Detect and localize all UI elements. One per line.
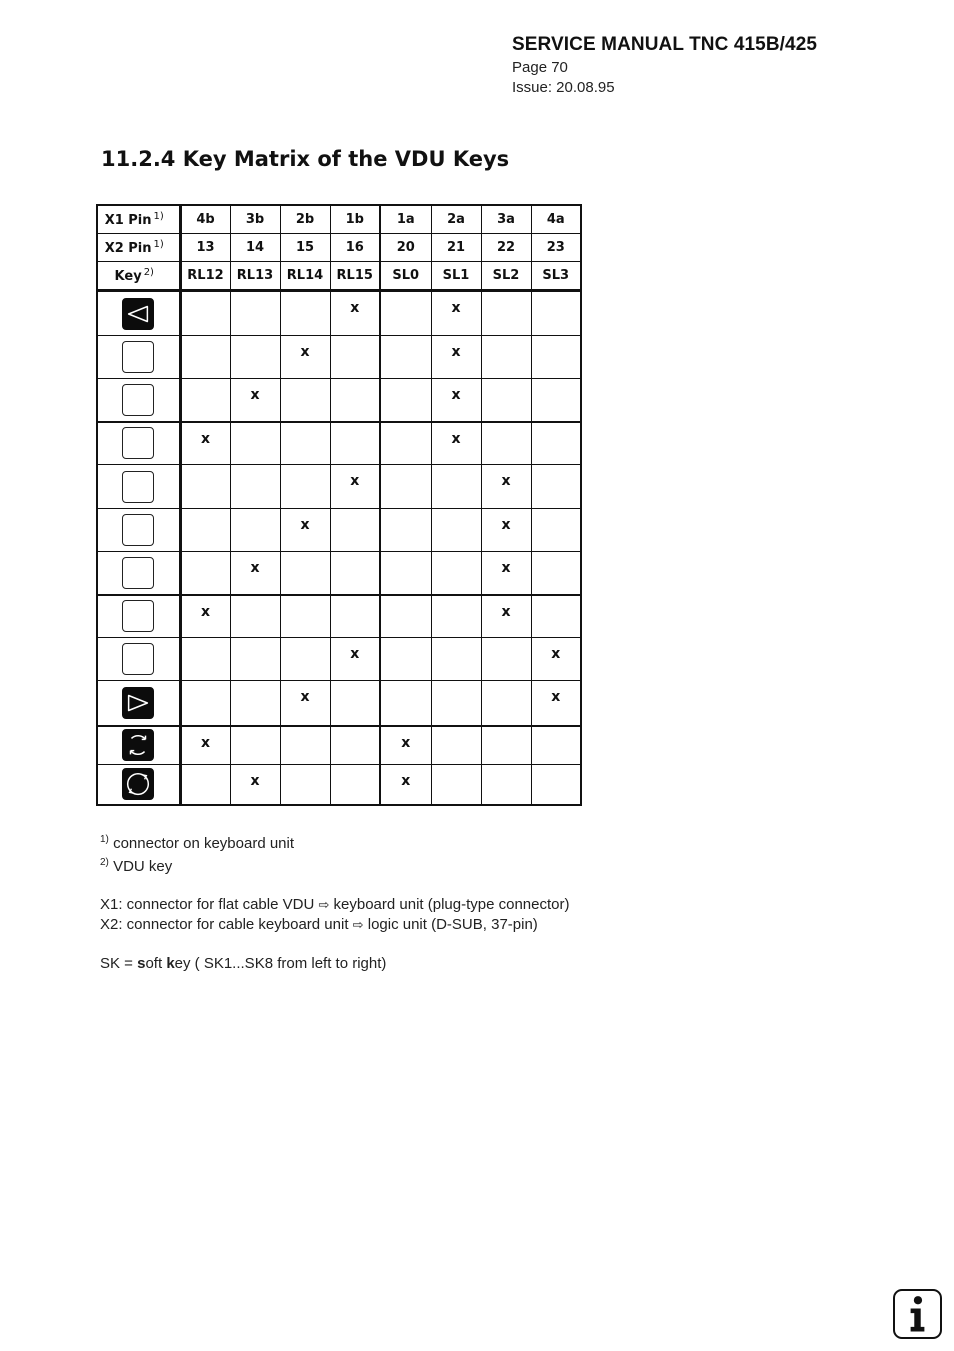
row-label xyxy=(97,262,180,291)
key-row xyxy=(97,262,581,291)
matrix-empty-cell xyxy=(481,638,531,681)
matrix-empty-cell xyxy=(431,509,481,552)
key-cell xyxy=(97,379,180,422)
matrix-row xyxy=(97,765,581,805)
matrix-empty-cell xyxy=(531,465,581,509)
matrix-mark-cell: x xyxy=(481,595,531,638)
matrix-empty-cell xyxy=(280,765,330,805)
matrix-empty-cell xyxy=(230,681,280,726)
matrix-empty-cell xyxy=(180,638,230,681)
matrix-empty-cell xyxy=(330,726,380,765)
matrix-empty-cell xyxy=(230,595,280,638)
matrix-empty-cell xyxy=(481,291,531,336)
matrix-row xyxy=(97,509,581,552)
header-cell: 1b xyxy=(330,205,380,234)
footnote-1 xyxy=(100,830,569,853)
key-cell xyxy=(97,422,180,465)
row-label-text: X1 Pin xyxy=(104,213,152,228)
header-cell: 4a xyxy=(531,205,581,234)
matrix-empty-cell xyxy=(481,681,531,726)
matrix-mark-cell: x xyxy=(180,422,230,465)
matrix-empty-cell xyxy=(531,291,581,336)
matrix-empty-cell xyxy=(230,509,280,552)
matrix-mark-cell: x xyxy=(481,509,531,552)
matrix-row xyxy=(97,681,581,726)
softkey-sk6-icon xyxy=(122,557,154,589)
matrix-row xyxy=(97,638,581,681)
header-cell: 15 xyxy=(280,234,330,262)
softkey-sk4-icon xyxy=(122,471,154,503)
matrix-row xyxy=(97,336,581,379)
row-label-text: Key xyxy=(114,269,142,284)
x2-text-start: X2: connector for cable keyboard unit xyxy=(100,916,353,933)
header-cell: RL13 xyxy=(230,262,280,291)
header-cell: SL1 xyxy=(431,262,481,291)
x1-pin-row xyxy=(97,205,581,234)
matrix-mark-cell: x xyxy=(280,681,330,726)
matrix-empty-cell xyxy=(481,379,531,422)
softkey-sk8-icon xyxy=(122,643,154,675)
matrix-empty-cell xyxy=(330,765,380,805)
matrix-empty-cell xyxy=(380,552,431,595)
matrix-empty-cell xyxy=(180,765,230,805)
matrix-empty-cell xyxy=(180,465,230,509)
matrix-empty-cell xyxy=(230,291,280,336)
matrix-empty-cell xyxy=(431,681,481,726)
key-cell xyxy=(97,291,180,336)
matrix-row xyxy=(97,422,581,465)
softkey-sk2-icon xyxy=(122,384,154,416)
footnote-2-mark: 2) xyxy=(100,857,109,868)
sk-oft: oft xyxy=(145,955,167,972)
matrix-empty-cell xyxy=(330,552,380,595)
matrix-empty-cell xyxy=(230,638,280,681)
row-label-text: X2 Pin xyxy=(104,241,152,256)
matrix-row xyxy=(97,595,581,638)
page-number: Page 70 xyxy=(512,59,568,76)
matrix-empty-cell xyxy=(531,765,581,805)
key-cell xyxy=(97,336,180,379)
header-cell: 3b xyxy=(230,205,280,234)
row-label-footnote: 1) xyxy=(153,211,164,222)
sk-rest: ey ( SK1...SK8 from left to right) xyxy=(174,955,387,972)
matrix-mark-cell: x xyxy=(330,291,380,336)
matrix-mark-cell: x xyxy=(481,465,531,509)
matrix-mark-cell: x xyxy=(330,638,380,681)
matrix-row xyxy=(97,465,581,509)
key-cell xyxy=(97,552,180,595)
matrix-empty-cell xyxy=(380,291,431,336)
matrix-empty-cell xyxy=(431,638,481,681)
x1-text-start: X1: connector for flat cable VDU xyxy=(100,896,319,913)
header-cell: 22 xyxy=(481,234,531,262)
row-label xyxy=(97,234,180,262)
header-cell: 2b xyxy=(280,205,330,234)
softkey-row-left-icon xyxy=(122,298,154,330)
sk-bold-s: s xyxy=(137,955,146,972)
matrix-empty-cell xyxy=(431,465,481,509)
key-cell xyxy=(97,681,180,726)
sk-bold-k: k xyxy=(166,955,175,972)
matrix-empty-cell xyxy=(531,595,581,638)
matrix-empty-cell xyxy=(180,379,230,422)
matrix-empty-cell xyxy=(380,509,431,552)
softkey-sk5-icon xyxy=(122,514,154,546)
matrix-row xyxy=(97,552,581,595)
matrix-mark-cell: x xyxy=(380,765,431,805)
matrix-mark-cell: x xyxy=(431,291,481,336)
matrix-empty-cell xyxy=(481,726,531,765)
key-cell xyxy=(97,595,180,638)
matrix-empty-cell xyxy=(380,595,431,638)
x2-pin-row xyxy=(97,234,581,262)
key-matrix-table xyxy=(96,204,582,806)
manual-title: SERVICE MANUAL TNC 415B/425 xyxy=(512,34,818,55)
x2-text-end: logic unit (D-SUB, 37-pin) xyxy=(363,916,538,933)
matrix-row xyxy=(97,379,581,422)
matrix-empty-cell xyxy=(280,595,330,638)
notes xyxy=(100,830,569,973)
matrix-empty-cell xyxy=(230,726,280,765)
issue-date: Issue: 20.08.95 xyxy=(512,79,615,96)
matrix-empty-cell xyxy=(380,465,431,509)
matrix-empty-cell xyxy=(330,595,380,638)
matrix-empty-cell xyxy=(531,336,581,379)
matrix-mark-cell: x xyxy=(380,726,431,765)
matrix-empty-cell xyxy=(330,379,380,422)
key-cell xyxy=(97,765,180,805)
matrix-empty-cell xyxy=(180,336,230,379)
matrix-empty-cell xyxy=(280,726,330,765)
row-label-footnote: 2) xyxy=(143,267,154,278)
key-cell xyxy=(97,638,180,681)
matrix-empty-cell xyxy=(330,422,380,465)
header-cell: SL2 xyxy=(481,262,531,291)
header-cell: 2a xyxy=(431,205,481,234)
matrix-empty-cell xyxy=(531,422,581,465)
footnote-2 xyxy=(100,853,569,876)
matrix-empty-cell xyxy=(180,291,230,336)
key-cell xyxy=(97,465,180,509)
header-cell: 13 xyxy=(180,234,230,262)
matrix-row xyxy=(97,291,581,336)
matrix-mark-cell: x xyxy=(431,422,481,465)
matrix-empty-cell xyxy=(431,552,481,595)
matrix-empty-cell xyxy=(280,638,330,681)
matrix-empty-cell xyxy=(280,422,330,465)
key-matrix-body xyxy=(97,205,581,805)
x1-text-end: keyboard unit (plug-type connector) xyxy=(329,896,570,913)
matrix-empty-cell xyxy=(380,638,431,681)
x1-description xyxy=(100,895,569,915)
header-cell: SL3 xyxy=(531,262,581,291)
matrix-mark-cell: x xyxy=(230,379,280,422)
softkey-sk1-icon xyxy=(122,341,154,373)
matrix-empty-cell xyxy=(481,422,531,465)
matrix-mark-cell: x xyxy=(180,595,230,638)
screen-layout-cycle-icon xyxy=(122,729,154,761)
matrix-empty-cell xyxy=(180,552,230,595)
matrix-empty-cell xyxy=(431,726,481,765)
matrix-mark-cell: x xyxy=(531,638,581,681)
matrix-empty-cell xyxy=(280,552,330,595)
matrix-empty-cell xyxy=(380,681,431,726)
footnote-2-text: VDU key xyxy=(108,858,173,875)
header-cell: 23 xyxy=(531,234,581,262)
matrix-empty-cell xyxy=(481,765,531,805)
header-cell: 3a xyxy=(481,205,531,234)
header-cell: 14 xyxy=(230,234,280,262)
info-icon xyxy=(893,1289,942,1339)
header-cell: 16 xyxy=(330,234,380,262)
matrix-empty-cell xyxy=(230,465,280,509)
softkey-sk3-icon xyxy=(122,427,154,459)
section-title: 11.2.4 Key Matrix of the VDU Keys xyxy=(101,147,510,171)
matrix-empty-cell xyxy=(330,681,380,726)
matrix-empty-cell xyxy=(230,336,280,379)
row-label xyxy=(97,205,180,234)
matrix-empty-cell xyxy=(180,509,230,552)
header-cell: RL15 xyxy=(330,262,380,291)
screen-layout-circle-icon xyxy=(122,768,154,800)
page-header xyxy=(512,34,817,96)
row-label-footnote: 1) xyxy=(153,239,164,250)
matrix-mark-cell: x xyxy=(481,552,531,595)
header-cell: 21 xyxy=(431,234,481,262)
matrix-mark-cell: x xyxy=(280,509,330,552)
matrix-mark-cell: x xyxy=(180,726,230,765)
matrix-row xyxy=(97,726,581,765)
matrix-empty-cell xyxy=(330,336,380,379)
matrix-empty-cell xyxy=(380,422,431,465)
matrix-mark-cell: x xyxy=(330,465,380,509)
matrix-empty-cell xyxy=(230,422,280,465)
matrix-empty-cell xyxy=(531,552,581,595)
matrix-mark-cell: x xyxy=(431,379,481,422)
footnote-1-mark: 1) xyxy=(100,834,109,845)
matrix-empty-cell xyxy=(280,465,330,509)
matrix-empty-cell xyxy=(481,336,531,379)
matrix-empty-cell xyxy=(380,336,431,379)
sk-prefix: SK = xyxy=(100,955,138,972)
matrix-empty-cell xyxy=(280,291,330,336)
header-cell: 4b xyxy=(180,205,230,234)
arrow-right-icon: ⇨ xyxy=(352,918,364,933)
x2-description xyxy=(100,915,569,935)
footnote-1-text: connector on keyboard unit xyxy=(108,835,295,852)
matrix-empty-cell xyxy=(180,681,230,726)
header-cell: RL12 xyxy=(180,262,230,291)
softkey-definition xyxy=(100,954,569,973)
matrix-empty-cell xyxy=(330,509,380,552)
header-cell: 1a xyxy=(380,205,431,234)
matrix-empty-cell xyxy=(431,595,481,638)
softkey-row-right-icon xyxy=(122,687,154,719)
matrix-empty-cell xyxy=(531,726,581,765)
matrix-empty-cell xyxy=(431,765,481,805)
matrix-mark-cell: x xyxy=(230,765,280,805)
header-cell: SL0 xyxy=(380,262,431,291)
matrix-mark-cell: x xyxy=(531,681,581,726)
matrix-mark-cell: x xyxy=(230,552,280,595)
key-cell xyxy=(97,509,180,552)
arrow-right-icon: ⇨ xyxy=(318,898,330,913)
matrix-mark-cell: x xyxy=(431,336,481,379)
header-cell: 20 xyxy=(380,234,431,262)
header-cell: RL14 xyxy=(280,262,330,291)
key-cell xyxy=(97,726,180,765)
matrix-mark-cell: x xyxy=(280,336,330,379)
softkey-sk7-icon xyxy=(122,600,154,632)
matrix-empty-cell xyxy=(531,379,581,422)
matrix-empty-cell xyxy=(380,379,431,422)
matrix-empty-cell xyxy=(531,509,581,552)
matrix-empty-cell xyxy=(280,379,330,422)
